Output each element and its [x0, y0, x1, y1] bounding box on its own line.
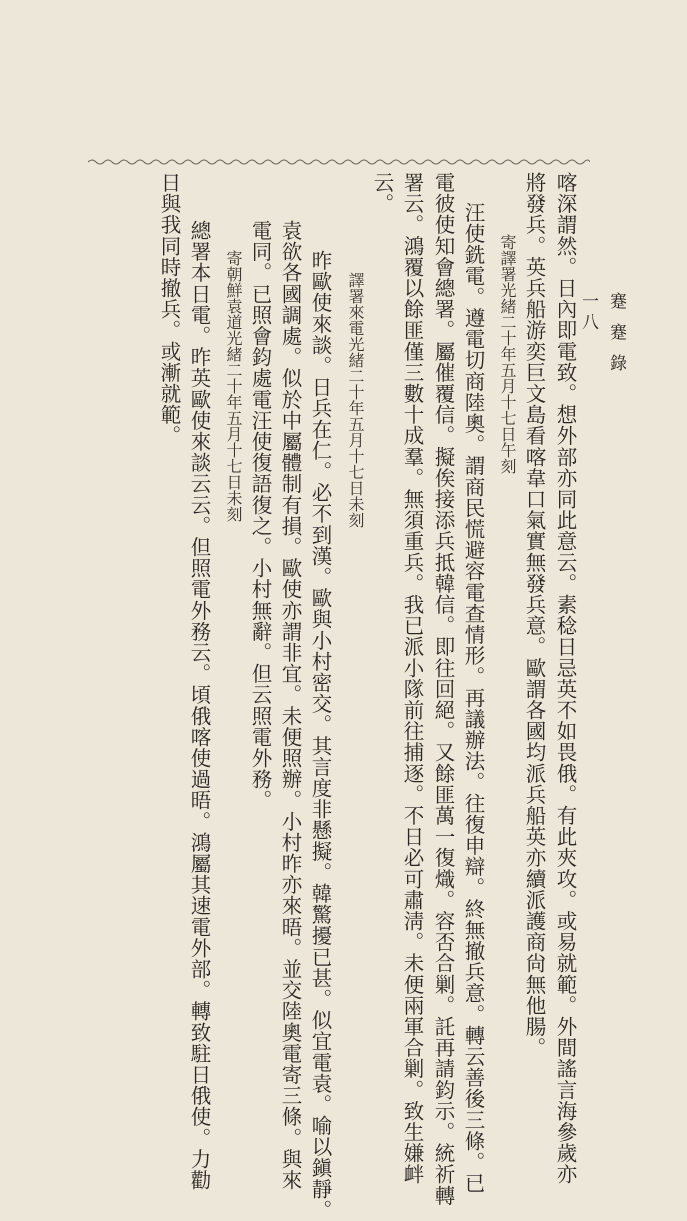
text-column: 日與我同時撤兵。或漸就範。 — [157, 172, 181, 447]
telegram-heading: 寄譯署光緒二十年五月十七日午刻 — [498, 234, 517, 474]
text-column: 總署本日電。昨英歐使來談云云。但照電外務云。頃俄喀使過晤。鴻屬其速電外部。轉致駐日俄使。力勸 — [187, 220, 211, 1191]
text-column: 袁欲各國調處。似於中屬體制有損。歐使亦謂非宜。未便照辦。小村昨亦來晤。並交陸奧電寄三條。與來 — [278, 220, 302, 1191]
telegram-heading: 譯署來電光緒二十年五月十七日未刻 — [346, 272, 365, 528]
text-column: 云。 — [370, 172, 394, 215]
text-column: 署云。鴻覆以餘匪僅三數十成羣。無須重兵。我已派小隊前往捕逐。不日必可肅淸。未便兩軍合剿。致生嫌衅 — [400, 172, 424, 1185]
text-column: 電同。已照會鈞處電汪使復語復之。小村無辭。但云照電外務。 — [248, 220, 272, 811]
header-rule — [88, 158, 590, 166]
text-body — [80, 172, 600, 1221]
text-column: 喀深謂然。日內即電致。想外部亦同此意云。素稔日忌英不如畏俄。有此夾攻。或易就範。外間謠言海參歲亦 — [553, 172, 577, 1185]
page-number: 一八 — [578, 292, 598, 334]
text-column: 昨歐使來談。日兵在仁。必不到漢。歐與小村密交。其言度非懸擬。韓驚擾已甚。似宜電袁。喻以鎭靜。 — [308, 250, 332, 1221]
running-title: 蹇蹇錄 — [606, 292, 626, 385]
telegram-heading: 寄朝鮮袁道光緒二十年五月十七日未刻 — [224, 250, 243, 522]
text-column: 汪使銑電。遵電切商陸奧。謂商民慌避容電查情形。再議辦法。往復申辯。終無撤兵意。轉云善後三條。已 — [461, 202, 485, 1194]
text-column: 電彼使知會總署。屬催覆信。擬俟接添兵抵韓信。即往回絕。又餘匪萬一復熾。容否合剿。託再請鈞示。統祈轉 — [431, 172, 455, 1206]
text-column: 將發兵。英兵船游奕巨文島看喀韋口氣實無發兵意。歐謂各國均派兵船英亦續派護商尙無他腸。 — [522, 172, 546, 1059]
